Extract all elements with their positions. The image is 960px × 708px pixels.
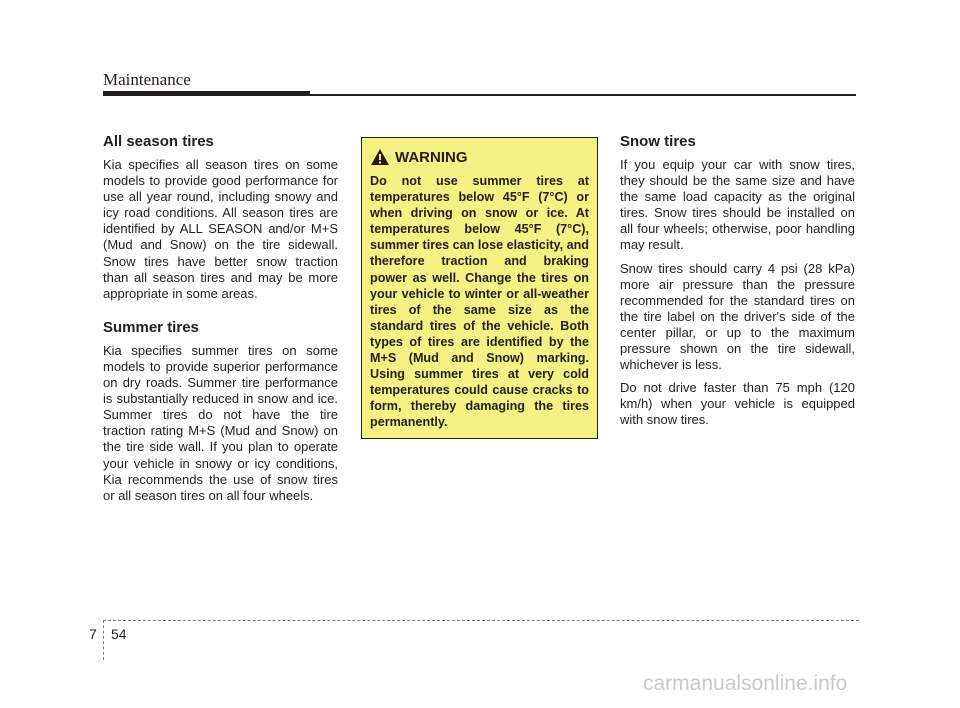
footer-dashed-divider (103, 620, 104, 660)
footer-dashed-rule (103, 620, 859, 621)
header-rule-thin (310, 94, 856, 96)
chapter-number: 7 (89, 626, 97, 642)
snow-paragraph-1: If you equip your car with snow tires, they should be the same size and have the same load capacity as the original tires. Snow tires should be installed on all four wheels; otherwise, poor handling may result. (620, 157, 855, 253)
page-number: 54 (111, 626, 127, 642)
left-column (103, 133, 338, 511)
warning-header (370, 146, 589, 168)
snow-paragraph-2: Snow tires should carry 4 psi (28 kPa) more air pressure than the pressure recommended for the standard tires on the tire label on the driver's side of the center pillar, or up to the maximum pressure shown on the tire sidewall, whichever is less. (620, 260, 855, 373)
snow-paragraph-3: Do not drive faster than 75 mph (120 km/h) when your vehicle is equipped with snow tires. (620, 380, 855, 428)
warning-triangle-icon (370, 148, 390, 166)
warning-text: Do not use summer tires at temperatures below 45°F (7°C) or when driving on snow or ice. At temperatures below 45°F (7°C), summer tires can lose elasticity, and therefore traction and braking power as well. Change the tires on your vehicle to winter or all-weather tires of the same size as the standard tires of the vehicle. Both types of tires are identified by the M+S (Mud and Snow) marking. Using summer tires at very cold temperatures could cause cracks to form, thereby damaging the tires permanently. (370, 174, 589, 430)
snow-heading: Snow tires (620, 133, 696, 150)
page-header-title: Maintenance (103, 70, 191, 89)
summer-body: Kia specifies summer tires on some models to provide superior performance on dry roads. Summer tire performance is substantially reduced in snow and ice. Summer tires do not have the tire traction rating M+S (Mud and Snow) on the tire side wall. If you plan to operate your vehicle in snowy or icy conditions, Kia recommends the use of snow tires or all season tires on all four wheels. (103, 342, 338, 503)
all-season-body: Kia specifies all season tires on some models to provide good performance for use all year round, including snowy and icy road conditions. All season tires are identified by ALL SEASON and/or M+S (Mud and Snow) on the tire sidewall. Snow tires have better snow traction than all season tires and may be more appropriate in some areas. (103, 157, 338, 301)
warning-box (361, 137, 598, 439)
header-rule-thick (103, 91, 310, 96)
warning-title: WARNING (395, 148, 468, 166)
all-season-heading: All season tires (103, 133, 214, 150)
summer-heading: Summer tires (103, 318, 199, 336)
watermark: carmanualsonline.info (643, 672, 848, 695)
right-column (620, 133, 855, 436)
